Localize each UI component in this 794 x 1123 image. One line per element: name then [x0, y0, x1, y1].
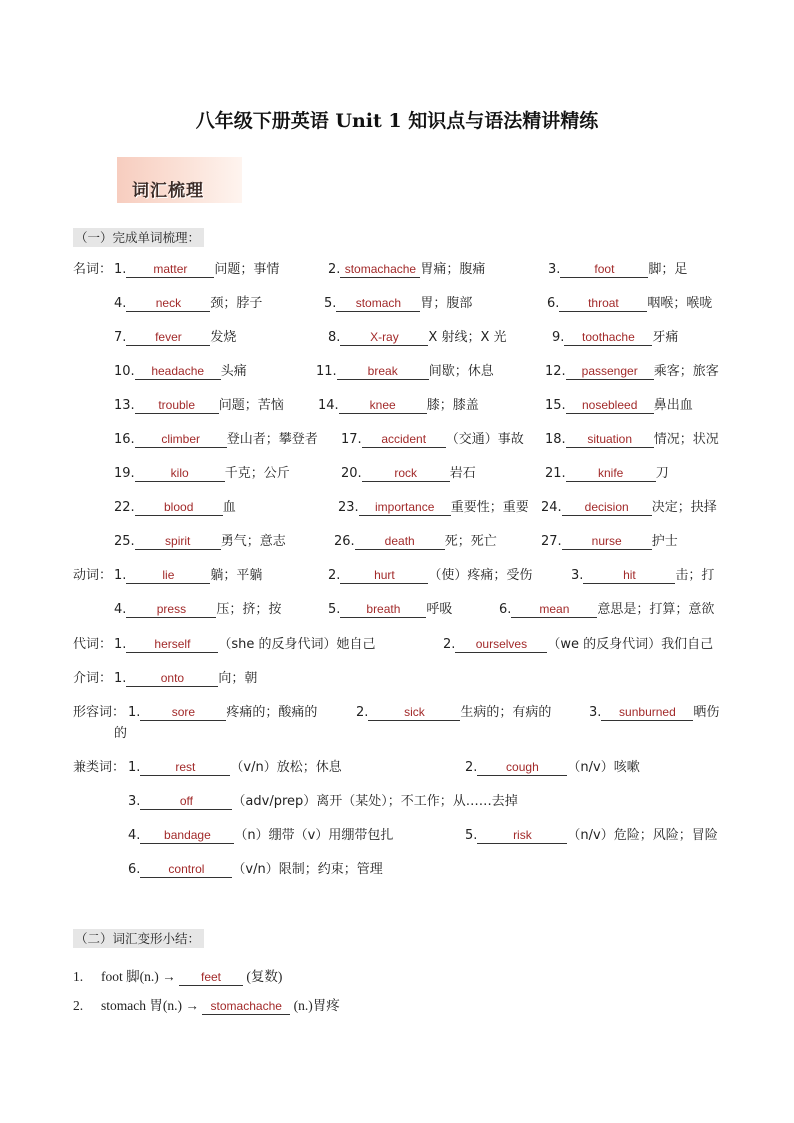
- verb-row: [0, 566, 794, 586]
- answer-blank[interactable]: climber: [135, 431, 227, 448]
- vocab-item: 19. kilo 千克；公斤: [114, 466, 290, 481]
- section-banner: [117, 157, 242, 203]
- noun-row: [0, 532, 794, 552]
- answer-blank[interactable]: nosebleed: [566, 397, 654, 414]
- answer-blank[interactable]: throat: [559, 295, 647, 312]
- answer-blank[interactable]: decision: [562, 499, 652, 516]
- section-heading-2: （二）词汇变形小结：: [73, 929, 204, 948]
- vocab-item: 3. hit 击；打: [571, 568, 715, 583]
- vocab-item: 2. cough （n/v）咳嗽: [465, 760, 640, 775]
- vocab-item: 3. off （adv/prep）离开（某处）；不工作；从……去掉: [128, 794, 518, 809]
- multi-class-row: [0, 792, 794, 812]
- pronoun-row: [0, 635, 794, 655]
- vocab-item: 8. X-ray X 射线；X 光: [328, 330, 507, 345]
- vocab-item: 4. bandage （n）绷带（v）用绷带包扎: [128, 828, 394, 843]
- answer-blank[interactable]: rest: [140, 759, 230, 776]
- vocab-item: 11. break 间歇；休息: [316, 364, 494, 379]
- vocab-item: 4. neck 颈；脖子: [114, 296, 263, 311]
- answer-blank[interactable]: passenger: [566, 363, 654, 380]
- category-label: 兼类词：: [73, 760, 126, 775]
- category-label: 介词：: [73, 671, 113, 686]
- vocab-item: 5. risk （n/v）危险；风险；冒险: [465, 828, 718, 843]
- vocab-item: 3. sunburned 晒伤: [589, 705, 720, 720]
- answer-blank[interactable]: break: [337, 363, 429, 380]
- vocab-item: 1. lie 躺；平躺: [114, 568, 263, 583]
- page-title: 八年级下册英语 Unit 1 知识点与语法精讲精练: [195, 110, 599, 132]
- category-label: 形容词：: [73, 705, 126, 720]
- answer-blank[interactable]: kilo: [135, 465, 225, 482]
- answer-blank[interactable]: importance: [359, 499, 451, 516]
- vocab-item: 7. fever 发烧: [114, 330, 237, 345]
- vocab-item: 3. foot 脚；足: [548, 262, 688, 277]
- form-number: 1.: [73, 969, 84, 984]
- form-row: [0, 967, 794, 987]
- category-label: 动词：: [73, 568, 113, 583]
- answer-blank[interactable]: rock: [362, 465, 450, 482]
- answer-blank[interactable]: herself: [126, 636, 218, 653]
- answer-blank[interactable]: X-ray: [340, 329, 428, 346]
- vocab-item: 23. importance 重要性；重要: [338, 500, 529, 515]
- vocab-item: 6. control （v/n）限制；约束；管理: [128, 862, 383, 877]
- answer-blank[interactable]: fever: [126, 329, 210, 346]
- verb-row: [0, 600, 794, 620]
- answer-blank[interactable]: onto: [126, 670, 218, 687]
- vocab-item: 5. stomach 胃；腹部: [324, 296, 473, 311]
- vocab-item: 9. toothache 牙痛: [552, 330, 679, 345]
- noun-row: [0, 464, 794, 484]
- answer-blank[interactable]: sore: [140, 704, 226, 721]
- vocab-item: 2. stomachache 胃痛；腹痛: [328, 262, 486, 277]
- vocab-item: 27. nurse 护士: [541, 534, 678, 549]
- vocab-item: 1. herself （she 的反身代词）她自己: [114, 637, 376, 652]
- answer-blank[interactable]: stomachache: [340, 261, 420, 278]
- answer-blank[interactable]: knife: [566, 465, 656, 482]
- vocab-item: 12. passenger 乘客；旅客: [545, 364, 719, 379]
- vocab-item: 2. hurt （使）疼痛；受伤: [328, 568, 533, 583]
- answer-blank[interactable]: control: [140, 861, 232, 878]
- preposition-row: [0, 669, 794, 689]
- vocab-item: 16. climber 登山者；攀登者: [114, 432, 318, 447]
- vocab-item: 2. sick 生病的；有病的: [356, 705, 552, 720]
- answer-blank[interactable]: breath: [340, 601, 426, 618]
- answer-blank[interactable]: sick: [368, 704, 460, 721]
- answer-blank[interactable]: neck: [126, 295, 210, 312]
- vocab-item: 1. matter 问题；事情: [114, 262, 280, 277]
- answer-blank[interactable]: death: [355, 533, 445, 550]
- vocab-item: 15. nosebleed 鼻出血: [545, 398, 693, 413]
- vocab-item: 6. throat 咽喉；喉咙: [547, 296, 713, 311]
- answer-blank[interactable]: cough: [477, 759, 567, 776]
- noun-row: [0, 396, 794, 416]
- category-label: 代词：: [73, 637, 113, 652]
- answer-blank[interactable]: ourselves: [455, 636, 547, 653]
- answer-blank[interactable]: toothache: [564, 329, 652, 346]
- vocab-item: 2. ourselves （we 的反身代词）我们自己: [443, 637, 714, 652]
- answer-blank[interactable]: situation: [566, 431, 654, 448]
- vocab-item: 1. onto 向；朝: [114, 671, 258, 686]
- form-number: 2.: [73, 998, 84, 1013]
- vocab-item: 21. knife 刀: [545, 466, 669, 481]
- vocab-item: 5. breath 呼吸: [328, 602, 453, 617]
- answer-blank[interactable]: stomachache: [202, 998, 290, 1015]
- answer-blank[interactable]: press: [126, 601, 216, 618]
- multi-class-row: [0, 826, 794, 846]
- answer-blank[interactable]: spirit: [135, 533, 221, 550]
- answer-blank[interactable]: hurt: [340, 567, 428, 584]
- answer-blank[interactable]: foot: [560, 261, 648, 278]
- vocab-item: 13. trouble 问题；苦恼: [114, 398, 284, 413]
- noun-row: [0, 260, 794, 280]
- noun-row: [0, 498, 794, 518]
- answer-blank[interactable]: risk: [477, 827, 567, 844]
- multi-class-row: [0, 758, 794, 778]
- adjective-wrap: 的: [114, 726, 128, 741]
- vocab-item: 1. rest （v/n）放松；休息: [128, 760, 342, 775]
- form-item: foot 脚(n.) → feet (复数): [101, 969, 283, 984]
- answer-blank[interactable]: bandage: [140, 827, 234, 844]
- vocab-item: 4. press 压；挤；按: [114, 602, 282, 617]
- answer-blank[interactable]: accident: [362, 431, 446, 448]
- banner-label: 词汇梳理: [132, 181, 204, 201]
- vocab-item: 10. headache 头痛: [114, 364, 247, 379]
- answer-blank[interactable]: mean: [511, 601, 597, 618]
- vocab-item: 26. death 死；死亡: [334, 534, 497, 549]
- vocab-item: 24. decision 决定；抉择: [541, 500, 717, 515]
- answer-blank[interactable]: feet: [179, 969, 243, 986]
- answer-blank[interactable]: nurse: [562, 533, 652, 550]
- noun-row: [0, 362, 794, 382]
- answer-blank[interactable]: stomach: [336, 295, 420, 312]
- answer-blank[interactable]: off: [140, 793, 232, 810]
- answer-blank[interactable]: knee: [339, 397, 427, 414]
- answer-blank[interactable]: lie: [126, 567, 210, 584]
- noun-row: [0, 294, 794, 314]
- answer-blank[interactable]: matter: [126, 261, 214, 278]
- adjective-row: [0, 703, 794, 723]
- category-label: 名词：: [73, 262, 113, 277]
- section-heading-1: （一）完成单词梳理：: [73, 228, 204, 247]
- multi-class-row: [0, 860, 794, 880]
- vocab-item: 25. spirit 勇气；意志: [114, 534, 286, 549]
- answer-blank[interactable]: headache: [135, 363, 221, 380]
- vocab-item: 6. mean 意思是；打算；意欲: [499, 602, 715, 617]
- vocab-item: 18. situation 情况；状况: [545, 432, 719, 447]
- answer-blank[interactable]: trouble: [135, 397, 219, 414]
- form-item: stomach 胃(n.) → stomachache (n.)胃疼: [101, 998, 340, 1013]
- vocab-item: 14. knee 膝；膝盖: [318, 398, 479, 413]
- vocab-item: 20. rock 岩石: [341, 466, 476, 481]
- answer-blank[interactable]: sunburned: [601, 704, 693, 721]
- noun-row: [0, 430, 794, 450]
- vocab-item: 1. sore 疼痛的；酸痛的: [128, 705, 318, 720]
- answer-blank[interactable]: hit: [583, 567, 675, 584]
- answer-blank[interactable]: blood: [135, 499, 223, 516]
- vocab-item: 17. accident （交通）事故: [341, 432, 524, 447]
- form-row: [0, 996, 794, 1016]
- vocab-item: 22. blood 血: [114, 500, 236, 515]
- noun-row: [0, 328, 794, 348]
